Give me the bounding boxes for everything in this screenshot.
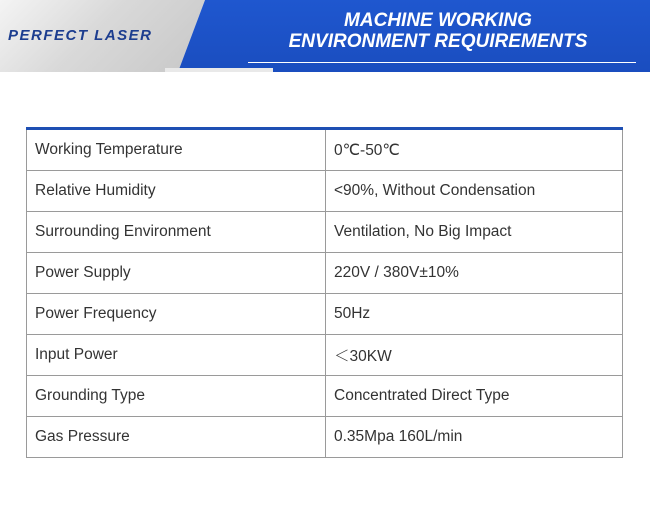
- row-value: <90%, Without Condensation: [326, 171, 623, 212]
- table-row: [27, 417, 623, 458]
- requirements-table: [26, 127, 623, 458]
- row-label: Gas Pressure: [27, 417, 326, 458]
- brand-logo: PERFECT LASER: [8, 27, 153, 44]
- page-title: [258, 10, 618, 52]
- table-row: [27, 294, 623, 335]
- row-value: ＜30KW: [326, 335, 623, 376]
- row-label: Surrounding Environment: [27, 212, 326, 253]
- table-row: [27, 335, 623, 376]
- row-label: Power Frequency: [27, 294, 326, 335]
- row-value: 0℃-50℃: [326, 129, 623, 171]
- header-banner: [0, 0, 650, 72]
- row-value: Ventilation, No Big Impact: [326, 212, 623, 253]
- row-label: Grounding Type: [27, 376, 326, 417]
- table-row: [27, 171, 623, 212]
- row-value: Concentrated Direct Type: [326, 376, 623, 417]
- table-row: [27, 253, 623, 294]
- table-row: [27, 129, 623, 171]
- row-label: Relative Humidity: [27, 171, 326, 212]
- title-line-2: ENVIRONMENT REQUIREMENTS: [288, 31, 588, 52]
- row-label: Power Supply: [27, 253, 326, 294]
- table-row: [27, 376, 623, 417]
- row-label: Input Power: [27, 335, 326, 376]
- row-value: 50Hz: [326, 294, 623, 335]
- title-line-1: MACHINE WORKING: [344, 10, 532, 31]
- row-value: 220V / 380V±10%: [326, 253, 623, 294]
- banner-divider: [165, 68, 273, 72]
- title-underline: [248, 62, 636, 63]
- row-value: 0.35Mpa 160L/min: [326, 417, 623, 458]
- row-label: Working Temperature: [27, 129, 326, 171]
- table-row: [27, 212, 623, 253]
